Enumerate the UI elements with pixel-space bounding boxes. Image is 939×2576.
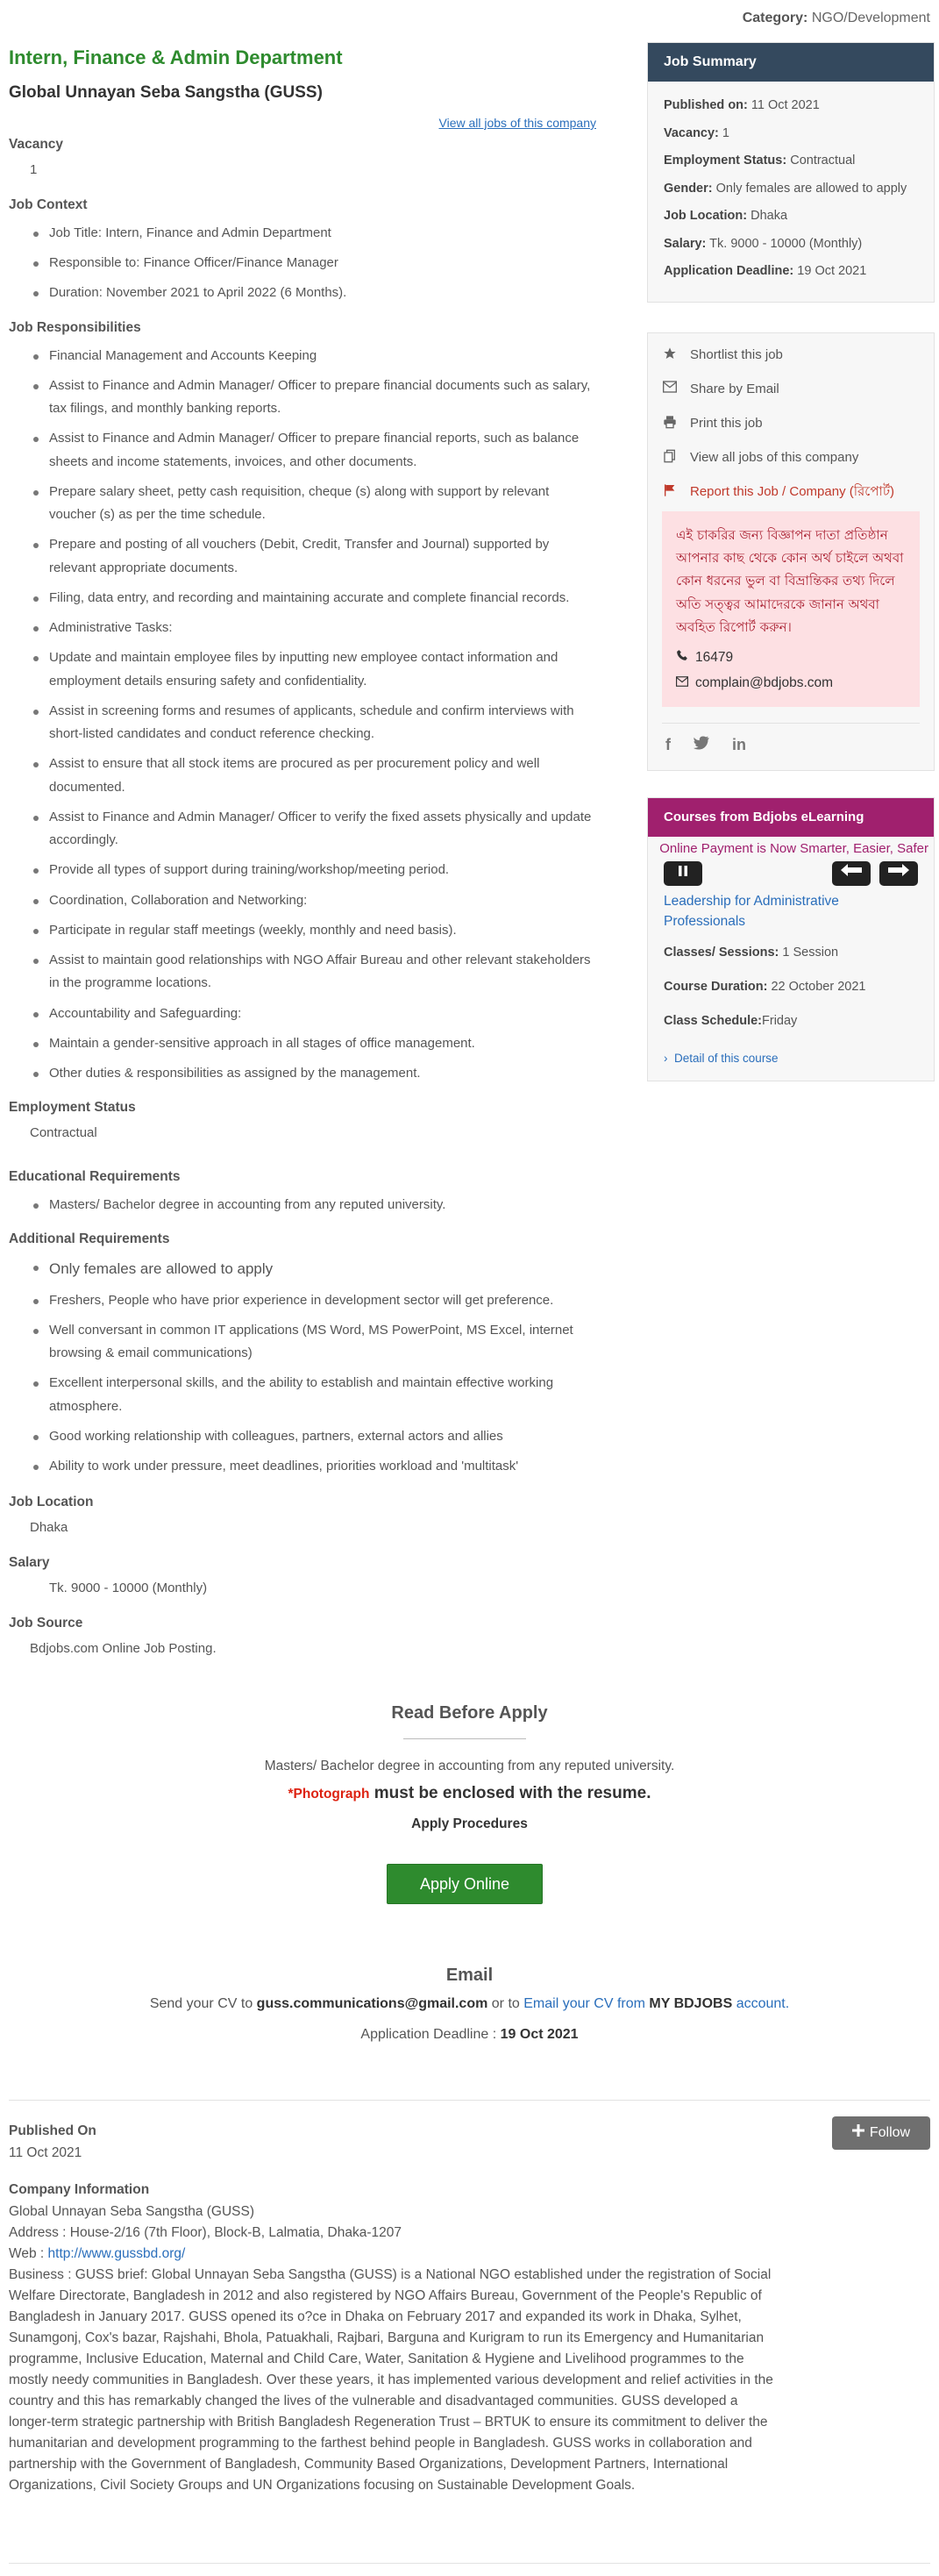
view-all-jobs-button[interactable]: View all jobs of this company: [662, 448, 920, 467]
main-column: [9, 46, 596, 1659]
phone-icon: [676, 646, 688, 669]
list-item: Only females are allowed to apply: [9, 1256, 596, 1282]
summary-gender: Gender: Only females are allowed to apply: [664, 181, 907, 196]
divider: [403, 1738, 526, 1739]
view-all-jobs-link[interactable]: View all jobs of this company: [438, 115, 596, 130]
list-item: Update and maintain employee files by inputting new employee contact information and employment details ensuring safety and confidentiality.: [9, 646, 596, 693]
photograph-notice: *Photograph must be enclosed with the resume.: [288, 1784, 651, 1802]
company-info-address: Address : House-2/16 (7th Floor), Block-B, Lalmatia, Dhaka-1207: [9, 2224, 402, 2240]
list-item: Well conversant in common IT applications (MS Word, MS PowerPoint, MS Excel, internet browsing & email communications): [9, 1319, 596, 1366]
list-item: Assist to ensure that all stock items are procured as per procurement policy and well documented.: [9, 753, 596, 799]
course-schedule: Class Schedule:Friday: [664, 1014, 798, 1029]
job-location-value: Dhaka: [30, 1520, 68, 1536]
list-item: Responsible to: Finance Officer/Finance Manager: [9, 252, 596, 275]
list-item: Assist to Finance and Admin Manager/ Officer to prepare financial reports, such as balance sheets and income statements, invoices, and other documents.: [9, 427, 596, 474]
company-info-business: Business : GUSS brief: Global Unnayan Seba Sangstha (GUSS) is a National NGO established under the registration of Social Welfare Directorate, Bangladesh in 2012 and also registered by NGO Affairs Bureau, Government of the People's Republic of Bangladesh in January 2017. GUSS opened its o?ce in Dhaka on February 2017 and expanded its work in Dhaka, Sylhet, Sunamgonj, Cox's bazar, Rajshahi, Bhola, Patuakhali, Rajbari, Barguna and Kurigram to run its Emergency and Humanitarian programme, Inclusive Education, Maternal and Child Care, Water, Sanitation & Hygiene and Livelihood programmes to the mostly needy communities in Bangladesh. Over these years, it has implemented various development and relief activities in the country and this has remarkably changed the lives of the vulnerable and disadvantaged communities. GUSS developed a longer-term strategic partnership with British Bangladesh Regeneration Trust – BRTUK to ensure its commitment to deliver the humanitarian and development programming to the farthest behind people in Bangladesh. GUSS works in collaboration and partnership with the Government of Bangladesh, Community Based Organizations, Development Partners, International Organizations, Civil Society Groups and UN Organizations focusing on Sustainable Development Goals.: [9, 2266, 773, 2493]
list-item: Assist to maintain good relationships with NGO Affair Bureau and other relevant stakeholders in the programme locations.: [9, 949, 596, 995]
flag-icon: [662, 482, 678, 497]
twitter-icon[interactable]: [694, 732, 709, 758]
warning-text: এই চাকরির জন্য বিজ্ঞাপন দাতা প্রতিষ্ঠান আপনার কাছ থেকে কোন অর্থ চাইলে অথবা কোন ধরনের ভুল বা বিভ্রান্তিকর তথ্য দিলে অতি সত্ত্বর আমাদেরকে জানান অথবা অবহিত রিপোর্ট করুন।: [676, 526, 904, 635]
warning-email: complain@bdjobs.com: [676, 671, 906, 695]
list-item: Good working relationship with colleagues, partners, external actors and allies: [9, 1425, 596, 1448]
printer-icon: [662, 414, 678, 429]
actions-box: [647, 332, 935, 771]
summary-location: Job Location: Dhaka: [664, 209, 788, 224]
list-item: Coordination, Collaboration and Networking:: [9, 889, 596, 912]
follow-button[interactable]: Follow: [832, 2116, 930, 2150]
apply-procedures-heading: Apply Procedures: [411, 1816, 528, 1831]
email-address: guss.communications@gmail.com: [256, 1996, 488, 2011]
job-context-heading: Job Context: [9, 197, 88, 213]
company-website-link[interactable]: http://www.gussbd.org/: [47, 2245, 186, 2261]
list-item: Excellent interpersonal skills, and the ability to establish and maintain effective working atmosphere.: [9, 1372, 596, 1418]
read-before-apply-heading: Read Before Apply: [391, 1703, 548, 1723]
report-job-button[interactable]: Report this Job / Company (রিপোর্ট): [662, 482, 920, 501]
job-summary-box: [647, 42, 935, 303]
read-before-apply-text: Masters/ Bachelor degree in accounting from any reputed university.: [264, 1759, 675, 1773]
share-email-button[interactable]: Share by Email: [662, 380, 920, 398]
divider: [9, 2563, 930, 2564]
job-title: Intern, Finance & Admin Department: [9, 46, 343, 68]
salary-heading: Salary: [9, 1555, 50, 1571]
next-button[interactable]: [879, 861, 918, 886]
list-item: Prepare and posting of all vouchers (Debit, Credit, Transfer and Journal) supported by relevant appropriate documents.: [9, 533, 596, 580]
course-title-link[interactable]: Leadership for Administrative Professionals: [664, 894, 839, 930]
list-item: Prepare salary sheet, petty cash requisition, cheque (s) along with support by relevant voucher (s) as per the time schedule.: [9, 481, 596, 527]
social-links: [662, 723, 920, 758]
job-source-heading: Job Source: [9, 1616, 83, 1631]
job-location-heading: Job Location: [9, 1495, 94, 1510]
category-label: Category: NGO/Development: [742, 11, 930, 25]
shortlist-button[interactable]: Shortlist this job: [662, 346, 920, 364]
course-sessions: Classes/ Sessions: 1 Session: [664, 945, 839, 960]
pause-button[interactable]: [664, 861, 702, 886]
company-info-name: Global Unnayan Seba Sangstha (GUSS): [9, 2203, 255, 2219]
company-section: [9, 2121, 780, 2496]
salary-value: Tk. 9000 - 10000 (Monthly): [49, 1581, 208, 1595]
list-item: Duration: November 2021 to April 2022 (6 Months).: [9, 282, 596, 304]
published-on-heading: Published On: [9, 2123, 96, 2138]
arrow-right-icon: [887, 863, 910, 884]
documents-icon: [662, 448, 678, 463]
list-item: Provide all types of support during training/workshop/meeting period.: [9, 859, 596, 881]
application-deadline: Application Deadline : 19 Oct 2021: [360, 2027, 579, 2042]
list-item: Filing, data entry, and recording and maintaining accurate and complete financial records.: [9, 587, 596, 610]
envelope-icon: [662, 380, 678, 393]
email-heading: Email: [445, 1966, 494, 1985]
employment-status-heading: Employment Status: [9, 1100, 136, 1116]
email-from-mybdjobs-link[interactable]: Email your CV from MY BDJOBS account.: [523, 1996, 790, 2011]
published-on-value: 11 Oct 2021: [9, 2144, 82, 2160]
list-item: Maintain a gender-sensitive approach in all stages of office management.: [9, 1032, 596, 1055]
list-item: Ability to work under pressure, meet deadlines, priorities workload and 'multitask': [9, 1455, 596, 1478]
fraud-warning: [662, 511, 920, 708]
email-instructions: Send your CV to guss.communications@gmail.com or to Email your CV from MY BDJOBS account.: [149, 1996, 790, 2011]
company-name: Global Unnayan Seba Sangstha (GUSS): [9, 82, 323, 102]
education-list: [9, 1194, 596, 1217]
warning-phone: 16479: [676, 646, 906, 669]
summary-vacancy: Vacancy: 1: [664, 125, 729, 140]
job-context-list: [9, 222, 596, 305]
list-item: Freshers, People who have prior experience in development sector will get preference.: [9, 1289, 596, 1312]
courses-title: Courses from Bdjobs eLearning: [648, 798, 934, 837]
print-button[interactable]: Print this job: [662, 414, 920, 432]
plus-icon: [852, 2122, 864, 2144]
company-information-heading: Company Information: [9, 2181, 150, 2197]
category-value: NGO/Development: [811, 11, 930, 25]
course-detail-link[interactable]: › Detail of this course: [664, 1052, 779, 1066]
list-item: Assist to Finance and Admin Manager/ Officer to verify the fixed assets physically and update accordingly.: [9, 806, 596, 853]
company-info-web: Web : http://www.gussbd.org/: [9, 2245, 186, 2261]
summary-employment-status: Employment Status: Contractual: [664, 153, 856, 168]
job-summary-title: Job Summary: [648, 43, 934, 82]
list-item: Administrative Tasks:: [9, 617, 596, 639]
job-responsibilities-heading: Job Responsibilities: [9, 319, 141, 335]
list-item: Accountability and Safeguarding:: [9, 1003, 596, 1025]
list-item: Other duties & responsibilities as assigned by the management.: [9, 1062, 596, 1085]
job-source-value: Bdjobs.com Online Job Posting.: [30, 1640, 217, 1656]
divider: [9, 2100, 930, 2101]
sidebar: [647, 42, 935, 1081]
star-icon: [662, 346, 678, 360]
summary-salary: Salary: Tk. 9000 - 10000 (Monthly): [664, 236, 863, 251]
employment-status-value: Contractual: [30, 1125, 97, 1141]
linkedin-icon[interactable]: in: [732, 736, 746, 754]
list-item: Masters/ Bachelor degree in accounting from any reputed university.: [9, 1194, 596, 1217]
list-item: Assist in screening forms and resumes of applicants, schedule and confirm interviews with short-listed candidates and conduct reference checking.: [9, 700, 596, 746]
chevron-right-icon: ›: [664, 1052, 668, 1066]
additional-requirements-list: [9, 1256, 596, 1479]
vacancy-value: 1: [30, 162, 38, 178]
vacancy-heading: Vacancy: [9, 137, 64, 153]
payment-marquee: Online Payment is Now Smarter, Easier, Safer: [659, 841, 928, 857]
arrow-left-icon: [840, 863, 863, 884]
previous-button[interactable]: [832, 861, 871, 886]
facebook-icon[interactable]: f: [665, 736, 671, 754]
pause-icon: [677, 863, 689, 884]
course-duration: Course Duration: 22 October 2021: [664, 979, 866, 994]
list-item: Job Title: Intern, Finance and Admin Department: [9, 222, 596, 245]
additional-requirements-heading: Additional Requirements: [9, 1231, 170, 1247]
summary-published: Published on: 11 Oct 2021: [664, 98, 820, 112]
list-item: Assist to Finance and Admin Manager/ Officer to prepare financial documents such as salary, tax filings, and monthly banking reports.: [9, 375, 596, 421]
summary-deadline: Application Deadline: 19 Oct 2021: [664, 264, 867, 279]
educational-requirements-heading: Educational Requirements: [9, 1169, 181, 1185]
courses-box: [647, 797, 935, 1081]
job-responsibilities-list: [9, 345, 596, 1086]
list-item: Participate in regular staff meetings (weekly, monthly and need basis).: [9, 919, 596, 942]
envelope-icon: [676, 671, 688, 695]
apply-online-button[interactable]: Apply Online: [387, 1864, 543, 1904]
list-item: Financial Management and Accounts Keeping: [9, 345, 596, 367]
